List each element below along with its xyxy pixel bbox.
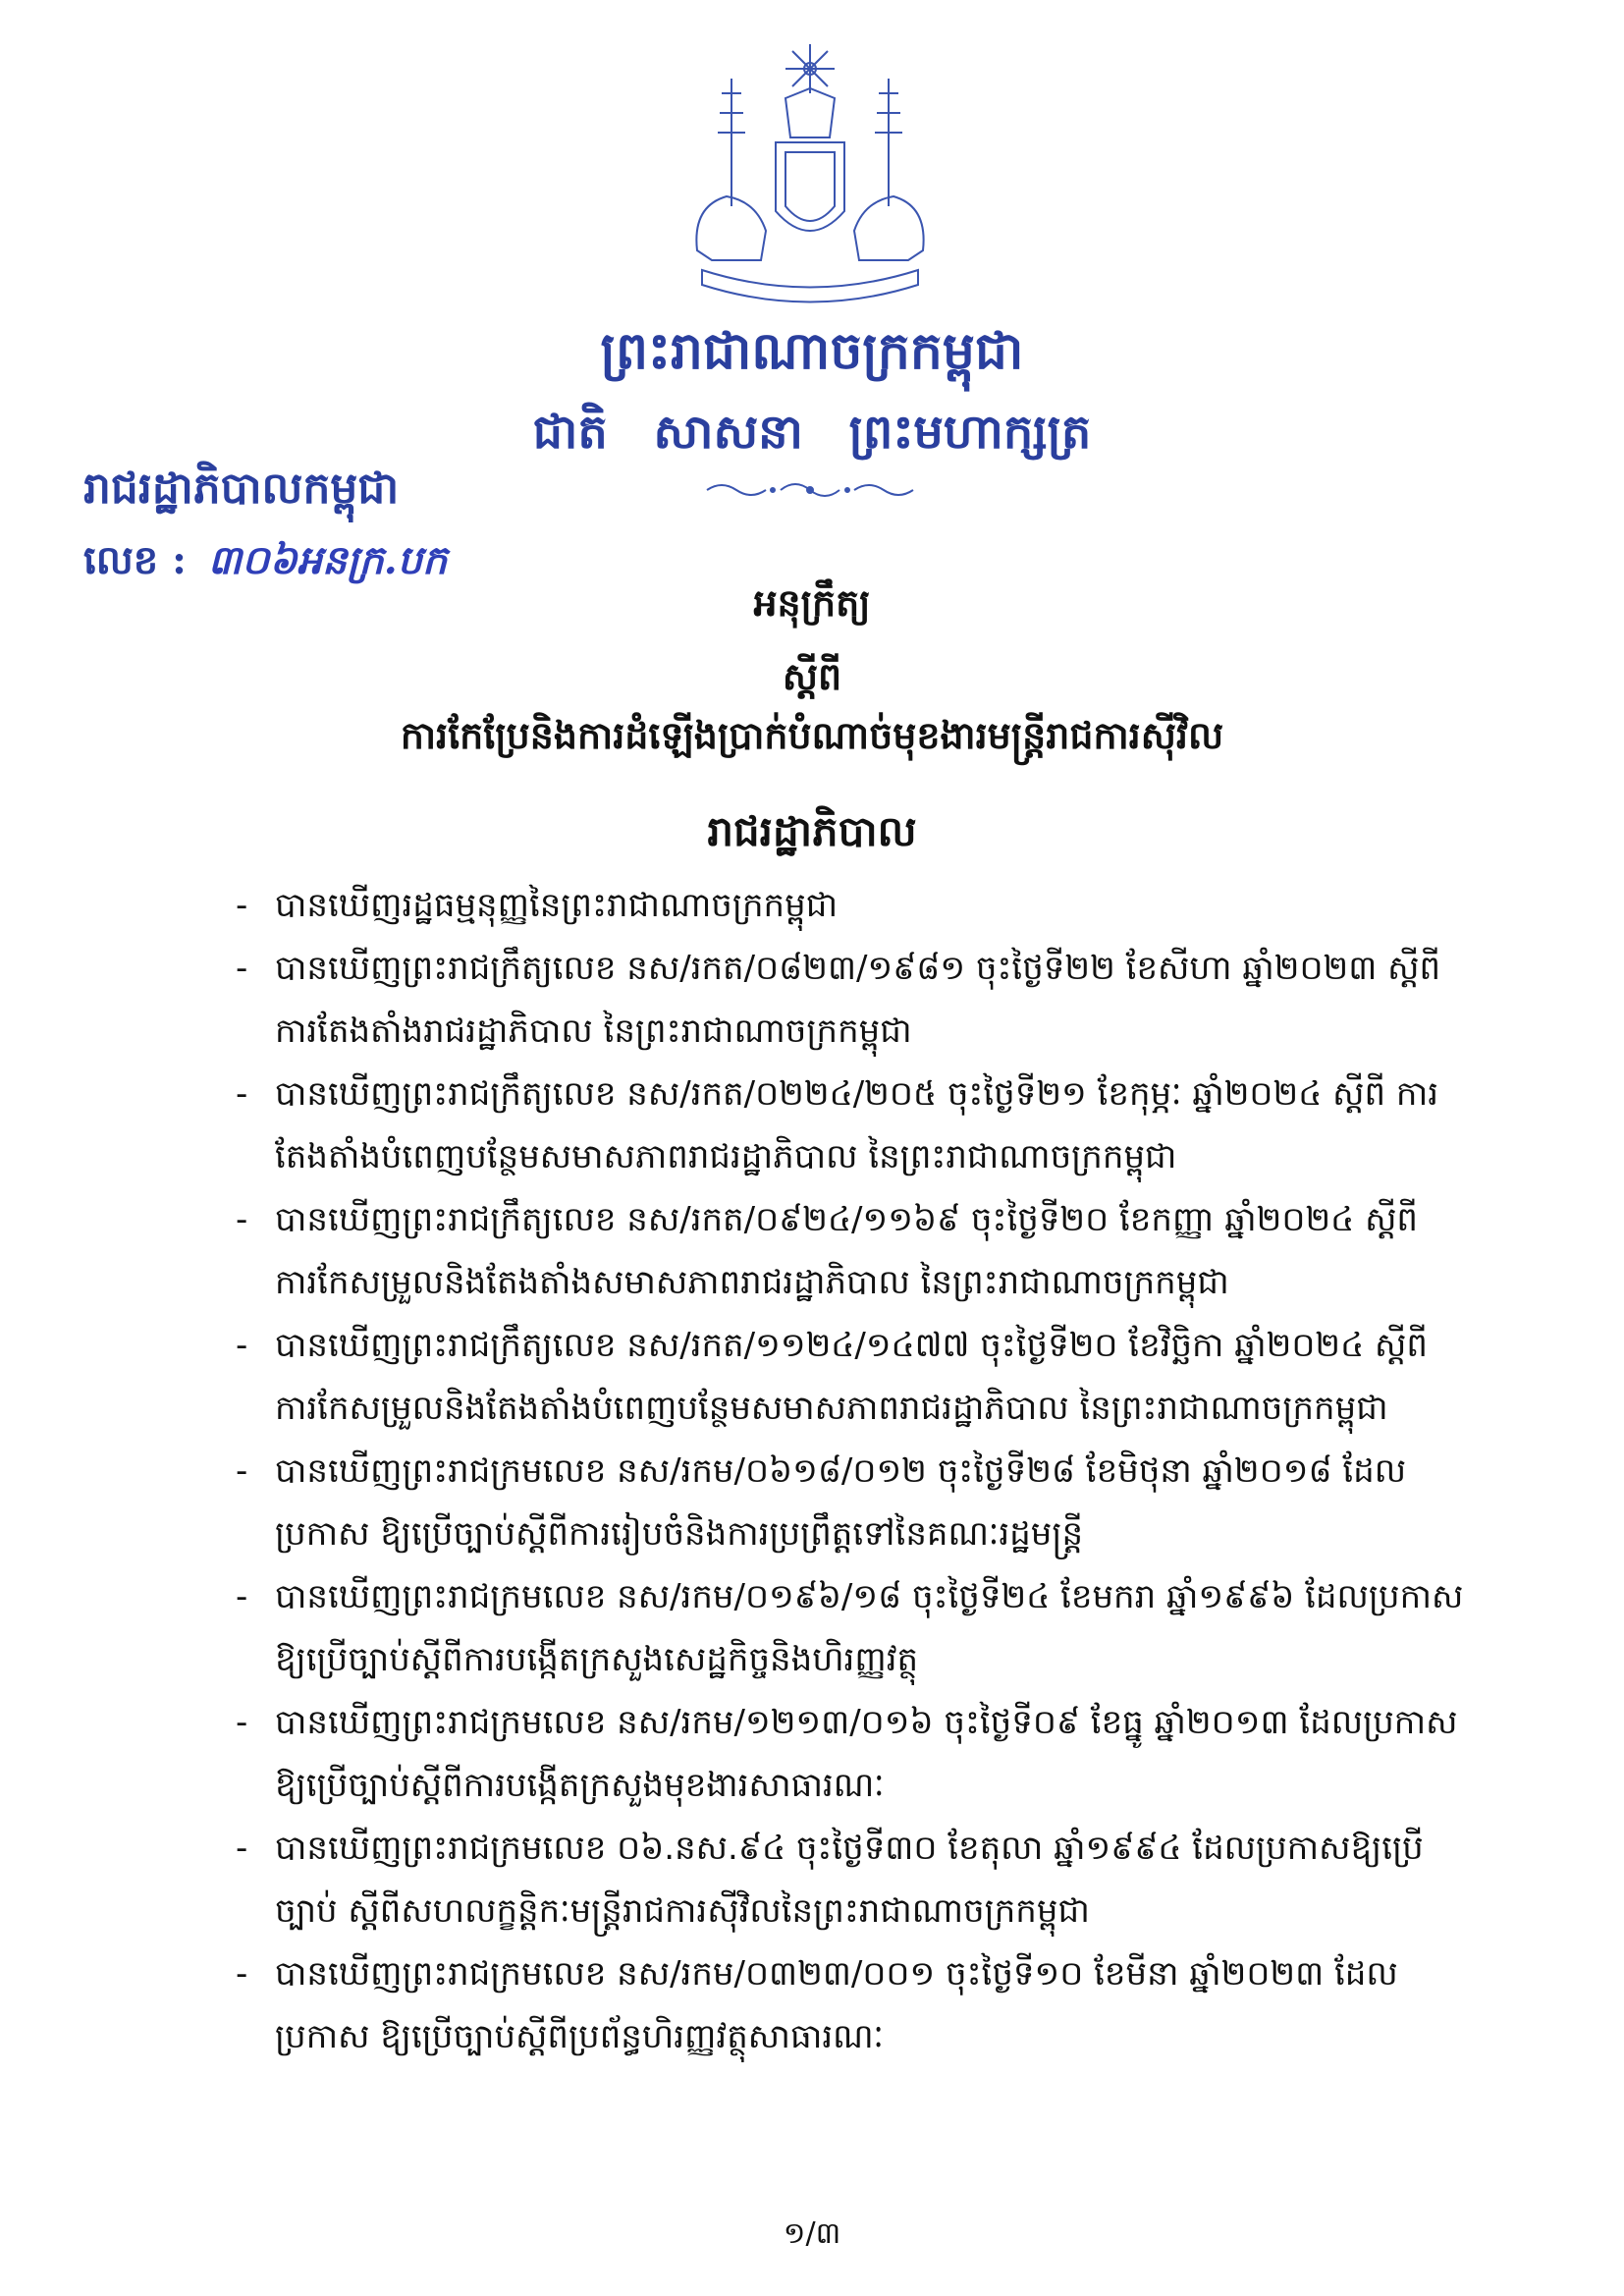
list-item: - បានឃើញព្រះរាជក្រឹត្យលេខ នស/រកត/០២២៤/២០៥ ចុះថ្ងៃទី២១ ខែកុម្ភៈ ឆ្នាំ២០២៤ ស្តីពី ការតែងតាំងបំពេញបន្ថែមសមាសភាពរាជរដ្ឋាភិបាល នៃព្រះរាជាណាចក្រកម្ពុជា [236,1063,1473,1188]
kingdom-name: ព្រះរាជាណាចក្រកម្ពុជា [600,321,1024,381]
page-number: ១/៣ [783,2216,841,2251]
bullet-dash: - [236,1954,248,1994]
royal-coat-of-arms-emblem [673,39,947,314]
document-type: អនុក្រឹត្យ [753,581,871,625]
bullet-dash: - [236,1200,248,1239]
authority-heading: រាជរដ្ឋាភិបាល [707,807,917,855]
list-item: - បានឃើញព្រះរាជក្រឹត្យលេខ នស/រកត/០៩២៤/១១៦៩ ចុះថ្ងៃទី២០ ខែកញ្ញា ឆ្នាំ២០២៤ ស្តីពី ការកែសម្រួលនិងតែងតាំងសមាសភាពរាជរដ្ឋាភិបាល នៃព្រះរាជាណាចក្រកម្ពុជា [236,1188,1473,1314]
list-item: - បានឃើញព្រះរាជក្រមលេខ នស/រកម/០១៩៦/១៨ ចុះថ្ងៃទី២៤ ខែមករា ឆ្នាំ១៩៩៦ ដែលប្រកាស ឱ្យប្រើច្បាប់ស្តីពីការបង្កើតក្រសួងសេដ្ឋកិច្ចនិងហិរញ្ញវត្ថុ [236,1565,1473,1691]
list-item: - បានឃើញព្រះរាជក្រឹត្យលេខ នស/រកត/០៨២៣/១៩៨១ ចុះថ្ងៃទី២២ ខែសីហា ឆ្នាំ២០២៣ ស្តីពី ការតែងតាំងរាជរដ្ឋាភិបាល នៃព្រះរាជាណាចក្រកម្ពុជា [236,937,1473,1063]
list-item: - បានឃើញព្រះរាជក្រមលេខ ០៦.នស.៩៤ ចុះថ្ងៃទី៣០ ខែតុលា ឆ្នាំ១៩៩៤ ដែលប្រកាសឱ្យប្រើច្បាប់ ស្តីពីសហលក្ខន្តិកៈមន្ត្រីរាជការស៊ីវិលនៃព្រះរាជាណាចក្រកម្ពុជា [236,1817,1473,1942]
list-item: - បានឃើញព្រះរាជក្រមលេខ នស/រកម/០៦១៨/០១២ ចុះថ្ងៃទី២៨ ខែមិថុនា ឆ្នាំ២០១៨ ដែលប្រកាស ឱ្យប្រើច្បាប់ស្តីពីការរៀបចំនិងការប្រព្រឹត្តទៅនៃគណៈរដ្ឋមន្ត្រី [236,1440,1473,1565]
list-item: - បានឃើញព្រះរាជក្រឹត្យលេខ នស/រកត/១១២៤/១៤៧៧ ចុះថ្ងៃទី២០ ខែវិច្ឆិកា ឆ្នាំ២០២៤ ស្តីពី ការកែសម្រួលនិងតែងតាំងបំពេញបន្ថែមសមាសភាពរាជរដ្ឋាភិបាល នៃព្រះរាជាណាចក្រកម្ពុជា [236,1314,1473,1440]
bullet-dash: - [236,949,248,988]
issuing-government: រាជរដ្ឋាភិបាលកម្ពុជា [83,464,400,514]
national-motto: ជាតិ សាសនា ព្រះមហាក្សត្រ [532,405,1092,460]
decorative-divider [702,478,918,502]
reference-number-label: លេខ : [83,537,187,583]
list-item: - បានឃើញរដ្ឋធម្មនុញ្ញនៃព្រះរាជាណាចក្រកម្ពុជា [236,874,1473,937]
bullet-dash: - [236,1326,248,1365]
bullet-dash: - [236,1074,248,1114]
bullet-dash: - [236,1829,248,1868]
bullet-dash: - [236,1703,248,1742]
bullet-dash: - [236,886,248,925]
bullet-dash: - [236,1451,248,1491]
legal-basis-list [236,874,1473,2068]
reference-number-value: ៣០៦អនក្រ.បក [207,537,448,583]
list-item: - បានឃើញព្រះរាជក្រមលេខ នស/រកម/០៣២៣/០០១ ចុះថ្ងៃទី១០ ខែមីនា ឆ្នាំ២០២៣ ដែលប្រកាស ឱ្យប្រើច្បាប់ស្តីពីប្រព័ន្ធហិរញ្ញវត្ថុសាធារណៈ [236,1942,1473,2068]
document-subject: ការកែប្រែនិងការដំឡើងប្រាក់បំណាច់មុខងារមន្ត្រីរាជការស៊ីវិល [400,714,1224,757]
regarding-label: ស្តីពី [782,655,842,698]
bullet-dash: - [236,1577,248,1616]
list-item: - បានឃើញព្រះរាជក្រមលេខ នស/រកម/១២១៣/០១៦ ចុះថ្ងៃទី០៩ ខែធ្នូ ឆ្នាំ២០១៣ ដែលប្រកាស ឱ្យប្រើច្បាប់ស្តីពីការបង្កើតក្រសួងមុខងារសាធារណៈ [236,1691,1473,1817]
